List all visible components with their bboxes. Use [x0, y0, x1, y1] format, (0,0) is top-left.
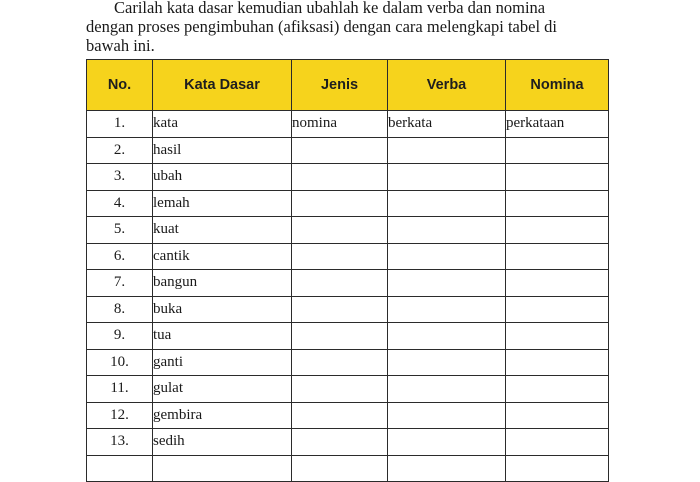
- cell-verba: [388, 217, 506, 244]
- cell-jenis: [292, 270, 388, 297]
- worksheet-table: [86, 59, 609, 482]
- cell-nomina: perkataan: [506, 111, 609, 138]
- cell-nomina: [506, 217, 609, 244]
- cell-no: 8.: [87, 296, 153, 323]
- table-row: [87, 402, 609, 429]
- cell-jenis: [292, 296, 388, 323]
- cell-kata-dasar: cantik: [153, 243, 292, 270]
- table-row: [87, 349, 609, 376]
- cell-kata-dasar: ubah: [153, 164, 292, 191]
- table-row: [87, 455, 609, 482]
- header-row: [87, 60, 609, 111]
- table-row: [87, 323, 609, 350]
- cell-nomina: [506, 323, 609, 350]
- table-row: [87, 376, 609, 403]
- cell-kata-dasar: sedih: [153, 429, 292, 456]
- cell-no: 4.: [87, 190, 153, 217]
- cell-jenis: [292, 455, 388, 482]
- cell-verba: [388, 243, 506, 270]
- cell-no: 6.: [87, 243, 153, 270]
- cell-kata-dasar: buka: [153, 296, 292, 323]
- cell-kata-dasar: lemah: [153, 190, 292, 217]
- table-row: [87, 137, 609, 164]
- cell-no: [87, 455, 153, 482]
- cell-jenis: [292, 217, 388, 244]
- header-kata-dasar: Kata Dasar: [153, 60, 292, 111]
- table-row: [87, 111, 609, 138]
- cell-nomina: [506, 402, 609, 429]
- cell-nomina: [506, 349, 609, 376]
- instruction-text: [86, 0, 646, 55]
- instruction-line-1: Carilah kata dasar kemudian ubahlah ke dalam verba dan nomina: [114, 0, 546, 17]
- cell-verba: [388, 349, 506, 376]
- cell-kata-dasar: gulat: [153, 376, 292, 403]
- cell-no: 5.: [87, 217, 153, 244]
- cell-jenis: [292, 164, 388, 191]
- cell-jenis: [292, 402, 388, 429]
- cell-nomina: [506, 376, 609, 403]
- header-jenis: Jenis: [292, 60, 388, 111]
- cell-no: 1.: [87, 111, 153, 138]
- cell-nomina: [506, 270, 609, 297]
- table-body: [87, 111, 609, 482]
- cell-verba: [388, 376, 506, 403]
- cell-jenis: [292, 323, 388, 350]
- cell-verba: [388, 402, 506, 429]
- cell-no: 13.: [87, 429, 153, 456]
- cell-no: 12.: [87, 402, 153, 429]
- header-nomina: Nomina: [506, 60, 609, 111]
- cell-kata-dasar: ganti: [153, 349, 292, 376]
- cell-verba: [388, 190, 506, 217]
- table-row: [87, 190, 609, 217]
- cell-nomina: [506, 243, 609, 270]
- cell-kata-dasar: bangun: [153, 270, 292, 297]
- table-row: [87, 429, 609, 456]
- cell-verba: [388, 164, 506, 191]
- cell-jenis: [292, 137, 388, 164]
- cell-jenis: [292, 190, 388, 217]
- cell-jenis: nomina: [292, 111, 388, 138]
- table-row: [87, 296, 609, 323]
- cell-kata-dasar: [153, 455, 292, 482]
- cell-nomina: [506, 137, 609, 164]
- cell-nomina: [506, 190, 609, 217]
- cell-verba: [388, 137, 506, 164]
- cell-jenis: [292, 429, 388, 456]
- cell-jenis: [292, 376, 388, 403]
- header-no: No.: [87, 60, 153, 111]
- cell-nomina: [506, 296, 609, 323]
- cell-no: 2.: [87, 137, 153, 164]
- cell-verba: [388, 270, 506, 297]
- cell-no: 9.: [87, 323, 153, 350]
- table-row: [87, 243, 609, 270]
- cell-no: 10.: [87, 349, 153, 376]
- cell-nomina: [506, 455, 609, 482]
- cell-kata-dasar: kuat: [153, 217, 292, 244]
- cell-verba: berkata: [388, 111, 506, 138]
- cell-nomina: [506, 164, 609, 191]
- cell-jenis: [292, 349, 388, 376]
- cell-no: 7.: [87, 270, 153, 297]
- cell-kata-dasar: kata: [153, 111, 292, 138]
- cell-verba: [388, 455, 506, 482]
- table-row: [87, 270, 609, 297]
- instruction-line-2: dengan proses pengimbuhan (afiksasi) dengan cara melengkapi tabel di: [86, 17, 557, 36]
- cell-verba: [388, 323, 506, 350]
- instruction-line-3: bawah ini.: [86, 36, 155, 55]
- cell-jenis: [292, 243, 388, 270]
- cell-verba: [388, 429, 506, 456]
- header-verba: Verba: [388, 60, 506, 111]
- cell-kata-dasar: hasil: [153, 137, 292, 164]
- cell-kata-dasar: gembira: [153, 402, 292, 429]
- cell-no: 3.: [87, 164, 153, 191]
- cell-no: 11.: [87, 376, 153, 403]
- table-row: [87, 164, 609, 191]
- table-row: [87, 217, 609, 244]
- cell-verba: [388, 296, 506, 323]
- table-header: [87, 60, 609, 111]
- cell-nomina: [506, 429, 609, 456]
- cell-kata-dasar: tua: [153, 323, 292, 350]
